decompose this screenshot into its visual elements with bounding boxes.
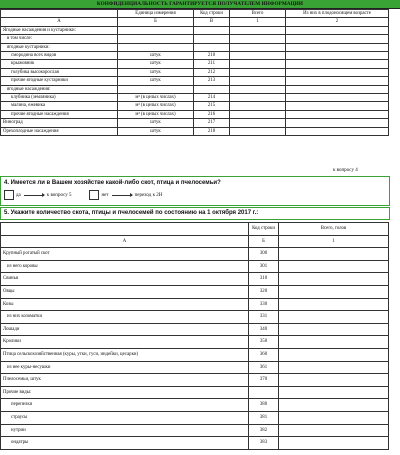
confidentiality-banner [0, 0, 400, 9]
total-input[interactable] [230, 77, 286, 85]
row-label: смородина всех видов [1, 52, 118, 60]
code-cell: 320 [249, 285, 279, 298]
total-input[interactable] [230, 119, 286, 127]
yes-target: к вопросу 5 [46, 192, 72, 198]
total-input[interactable] [230, 85, 286, 93]
row-label: перепелки [1, 399, 249, 412]
unit-cell [118, 43, 194, 51]
unit-cell [118, 35, 194, 43]
letter-row [1, 235, 389, 248]
table-row [1, 127, 389, 135]
count-input[interactable] [279, 386, 389, 399]
total-input[interactable] [230, 26, 286, 34]
code-cell [194, 85, 230, 93]
no-checkbox[interactable] [89, 190, 99, 200]
fruiting-input[interactable] [286, 85, 389, 93]
column-header: Код строки [194, 10, 230, 18]
count-input[interactable] [279, 260, 389, 273]
row-label: ягодные кустарники: [1, 43, 118, 51]
fruiting-input[interactable] [286, 60, 389, 68]
table-row [1, 323, 389, 336]
question-4 [0, 176, 390, 206]
table-row [1, 424, 389, 437]
table-row [1, 35, 389, 43]
fruiting-input[interactable] [286, 127, 389, 135]
unit-cell [118, 85, 194, 93]
column-header: Всего [230, 10, 286, 18]
column-header [1, 223, 249, 236]
table-row [1, 26, 389, 34]
total-input[interactable] [230, 35, 286, 43]
column-header: Единица измерения [118, 10, 194, 18]
table-row [1, 411, 389, 424]
column-letter: А [1, 235, 249, 248]
row-label: Пчелосемьи, штук [1, 374, 249, 387]
table-row [1, 52, 389, 60]
table-row [1, 260, 389, 273]
code-cell: 340 [249, 323, 279, 336]
row-label: голубика высокорослая [1, 68, 118, 76]
row-label: Козы [1, 298, 249, 311]
code-cell: 380 [249, 399, 279, 412]
count-input[interactable] [279, 348, 389, 361]
row-label: Лошади [1, 323, 249, 336]
row-label: из него коровы [1, 260, 249, 273]
code-cell: 211 [194, 60, 230, 68]
question-5-title: 5. Укажите количество скота, птицы и пчелосемей по состоянию на 1 октября 2017 г.: [4, 210, 259, 216]
count-input[interactable] [279, 411, 389, 424]
code-cell: 301 [249, 260, 279, 273]
count-input[interactable] [279, 311, 389, 324]
column-letter: Б [118, 18, 194, 26]
fruiting-input[interactable] [286, 110, 389, 118]
row-label: клубника (земляника) [1, 94, 118, 102]
unit-cell: штук [118, 77, 194, 85]
arrow-icon [112, 195, 132, 196]
table-row [1, 60, 389, 68]
unit-cell: штук [118, 60, 194, 68]
code-cell: 360 [249, 348, 279, 361]
row-label: нутрии [1, 424, 249, 437]
table-row [1, 94, 389, 102]
column-header: Из них в плодоносящем возрасте [286, 10, 389, 18]
count-input[interactable] [279, 248, 389, 261]
column-letter: 1 [230, 18, 286, 26]
table-row [1, 119, 389, 127]
total-input[interactable] [230, 43, 286, 51]
column-header [1, 10, 118, 18]
code-cell: 210 [194, 52, 230, 60]
count-input[interactable] [279, 298, 389, 311]
total-input[interactable] [230, 102, 286, 110]
table-row [1, 285, 389, 298]
code-cell: 382 [249, 424, 279, 437]
berry-plantings-table [0, 9, 389, 136]
fruiting-input[interactable] [286, 52, 389, 60]
row-label: прочие ягодные кустарники [1, 77, 118, 85]
code-cell: 218 [194, 127, 230, 135]
code-cell: 300 [249, 248, 279, 261]
fruiting-input[interactable] [286, 26, 389, 34]
code-cell: 361 [249, 361, 279, 374]
count-input[interactable] [279, 336, 389, 349]
code-cell: 310 [249, 273, 279, 286]
table-row [1, 43, 389, 51]
table-row [1, 311, 389, 324]
row-label: Птица сельскохозяйственная (куры, утки, гуси, индейки, цесарки) [1, 348, 249, 361]
unit-cell [118, 26, 194, 34]
question-5 [0, 207, 390, 220]
code-cell: 213 [194, 77, 230, 85]
row-label: Ягодные насаждения и кустарники: [1, 26, 118, 34]
total-input[interactable] [230, 60, 286, 68]
row-label: малина, ежевика [1, 102, 118, 110]
table-row [1, 102, 389, 110]
table-row [1, 348, 389, 361]
column-letter: 2 [286, 18, 389, 26]
fruiting-input[interactable] [286, 77, 389, 85]
table-row [1, 437, 389, 450]
code-cell: 217 [194, 119, 230, 127]
row-label: ягодные насаждения: [1, 85, 118, 93]
code-cell: 215 [194, 102, 230, 110]
code-cell: 383 [249, 437, 279, 450]
column-letter: А [1, 18, 118, 26]
row-label: из них козоматки [1, 311, 249, 324]
total-input[interactable] [230, 127, 286, 135]
unit-cell: штук [118, 52, 194, 60]
row-label: Крупный рогатый скот [1, 248, 249, 261]
row-label: Свиньи [1, 273, 249, 286]
table-row [1, 273, 389, 286]
table-row [1, 68, 389, 76]
total-input[interactable] [230, 52, 286, 60]
code-cell [194, 35, 230, 43]
code-cell [194, 26, 230, 34]
unit-cell: штук [118, 68, 194, 76]
no-label: нет [101, 192, 109, 198]
question-4-title: 4. Имеется ли в Вашем хозяйстве какой-либо скот, птица и пчелосемьи? [4, 180, 221, 186]
table-row [1, 85, 389, 93]
count-input[interactable] [279, 273, 389, 286]
header-row [1, 10, 389, 18]
count-input[interactable] [279, 361, 389, 374]
code-cell: 212 [194, 68, 230, 76]
yes-checkbox[interactable] [4, 190, 14, 200]
code-cell: 350 [249, 336, 279, 349]
table-row [1, 298, 389, 311]
unit-cell: м² (в целых числах) [118, 110, 194, 118]
code-cell: 214 [194, 94, 230, 102]
count-input[interactable] [279, 399, 389, 412]
row-label: Кролики [1, 336, 249, 349]
code-cell [249, 386, 279, 399]
arrow-icon [24, 195, 44, 196]
table-row [1, 399, 389, 412]
header-row [1, 223, 389, 236]
row-label: из нее куры-несушки [1, 361, 249, 374]
fruiting-input[interactable] [286, 102, 389, 110]
total-input[interactable] [230, 94, 286, 102]
code-cell: 216 [194, 110, 230, 118]
fruiting-input[interactable] [286, 68, 389, 76]
table-row [1, 110, 389, 118]
table-row [1, 248, 389, 261]
count-input[interactable] [279, 424, 389, 437]
table-row [1, 374, 389, 387]
row-label: Овцы [1, 285, 249, 298]
fruiting-input[interactable] [286, 43, 389, 51]
count-input[interactable] [279, 437, 389, 450]
yes-label: да [16, 192, 21, 198]
fruiting-input[interactable] [286, 94, 389, 102]
table-row [1, 386, 389, 399]
fruiting-input[interactable] [286, 119, 389, 127]
row-label: Орехоплодные насаждения [1, 127, 118, 135]
table-row [1, 336, 389, 349]
column-letter: 1 [279, 235, 389, 248]
row-label: Прочие виды: [1, 386, 249, 399]
code-cell: 381 [249, 411, 279, 424]
row-label: страусы [1, 411, 249, 424]
total-input[interactable] [230, 68, 286, 76]
column-header: Код строки [249, 223, 279, 236]
code-cell: 370 [249, 374, 279, 387]
count-input[interactable] [279, 374, 389, 387]
unit-cell: штук [118, 119, 194, 127]
next-section-note: к вопросу 4 [333, 168, 358, 173]
table-row [1, 77, 389, 85]
table-row [1, 361, 389, 374]
column-letter: Б [249, 235, 279, 248]
row-label: ондатры [1, 437, 249, 450]
banner-text: КОНФИДЕНЦИАЛЬНОСТЬ ГАРАНТИРУЕТСЯ ПОЛУЧАТЕЛЕМ ИНФОРМАЦИИ [96, 1, 304, 7]
row-label: в том числе: [1, 35, 118, 43]
code-cell: 330 [249, 298, 279, 311]
column-letter: В [194, 18, 230, 26]
livestock-table [0, 222, 389, 450]
no-target: переход к 2Н [134, 192, 163, 198]
unit-cell: м² (в целых числах) [118, 94, 194, 102]
count-input[interactable] [279, 323, 389, 336]
row-label: прочие ягодные насаждения [1, 110, 118, 118]
row-label: крыжовник [1, 60, 118, 68]
unit-cell: штук [118, 127, 194, 135]
column-header: Всего, голов [279, 223, 389, 236]
row-label: Виноград [1, 119, 118, 127]
total-input[interactable] [230, 110, 286, 118]
code-cell [194, 43, 230, 51]
code-cell: 331 [249, 311, 279, 324]
unit-cell: м² (в целых числах) [118, 102, 194, 110]
count-input[interactable] [279, 285, 389, 298]
fruiting-input[interactable] [286, 35, 389, 43]
letter-row [1, 18, 389, 26]
